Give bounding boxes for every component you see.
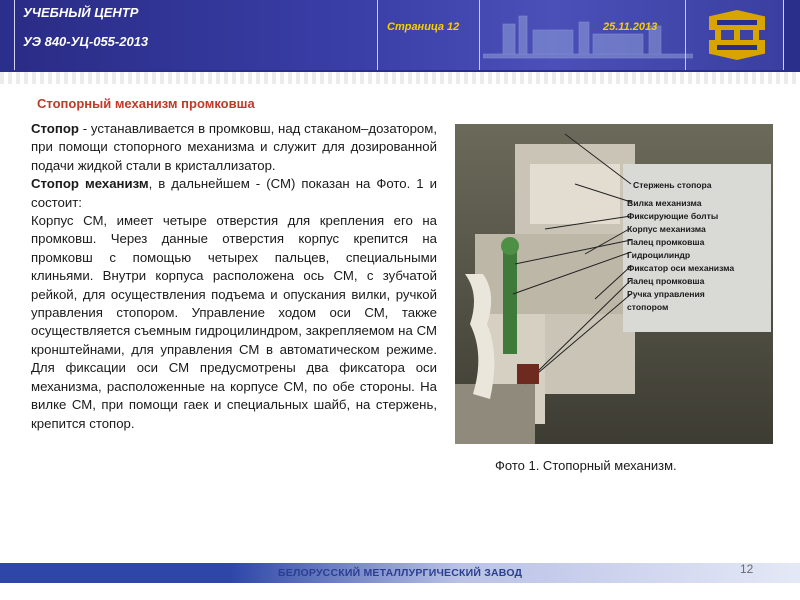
label-hydro: Гидроцилиндр xyxy=(627,250,691,260)
doc-code: УЭ 840-УЦ-055-2013 xyxy=(23,34,149,49)
label-bolts: Фиксирующие болты xyxy=(627,211,719,221)
mechanism-photo xyxy=(455,124,773,444)
header-divider xyxy=(479,0,480,70)
term-stopor: Стопор xyxy=(31,121,79,136)
photo-illustration xyxy=(455,124,773,444)
term-mechanism: Стопор механизм xyxy=(31,176,149,192)
label-fork: Вилка механизма xyxy=(627,198,702,208)
center-name: УЧЕБНЫЙ ЦЕНТР xyxy=(23,5,139,20)
paragraph-stopor xyxy=(31,120,437,175)
paragraph-body: Корпус СМ, имеет четыре отверстия для крепления его на промковш. Через данные отверстия корпус крепится на промковш с помощью четырех пальцев, специальными клиньями. Внутри корпуса расположена ось СМ, с зубчатой рейкой, для осуществления подъема и опускания вилки, ручкой управления стопором. Управление ходом оси СМ, также осуществляется съемным гидроцилиндром, закрепляемом на СМ кронштейнами, для управления СМ в автоматическом режиме. Для фиксации оси СМ предусмотрены два фиксатора оси механизма, расположенные на корпусе СМ, по обе стороны. На вилке СМ, при помощи гаек и специальных шайб, на стержень, крепится стопор. xyxy=(31,213,437,431)
label-handle: Ручка управления xyxy=(627,289,705,299)
page-number: 12 xyxy=(740,562,754,576)
header-divider xyxy=(377,0,378,70)
slide-title: Стопорный механизм промковша xyxy=(37,96,255,111)
header-panel xyxy=(14,0,784,70)
photo-caption: Фото 1. Стопорный механизм. xyxy=(495,458,677,473)
label-body: Корпус механизма xyxy=(627,224,706,234)
label-stem: Стержень стопора xyxy=(633,180,712,190)
ornament-border xyxy=(0,72,800,84)
stopor-description: - устанавливается в промковш, над стаканом–дозатором, при помощи стопорного механизма и служит для дозированной подачи жидкой стали в кристаллизатор. xyxy=(31,121,437,173)
page-label: Страница 12 xyxy=(387,21,460,33)
label-pin-2: Палец промковша xyxy=(627,276,705,286)
paragraph-mechanism xyxy=(31,175,437,212)
industrial-plant-illustration xyxy=(483,4,693,66)
header-band xyxy=(0,0,800,72)
label-pin: Палец промковша xyxy=(627,237,705,247)
header-divider xyxy=(685,0,686,70)
header-date: 25.11.2013 xyxy=(603,21,658,33)
bmz-logo xyxy=(707,8,767,62)
label-fixator: Фиксатор оси механизма xyxy=(627,263,735,273)
company-name: БЕЛОРУССКИЙ МЕТАЛЛУРГИЧЕСКИЙ ЗАВОД xyxy=(278,567,523,579)
label-handle-2: стопором xyxy=(627,302,669,312)
body-text xyxy=(31,120,437,433)
mechanism-description: , в дальнейшем - (СМ) показан на Фото. 1 и состоит: xyxy=(31,176,437,210)
